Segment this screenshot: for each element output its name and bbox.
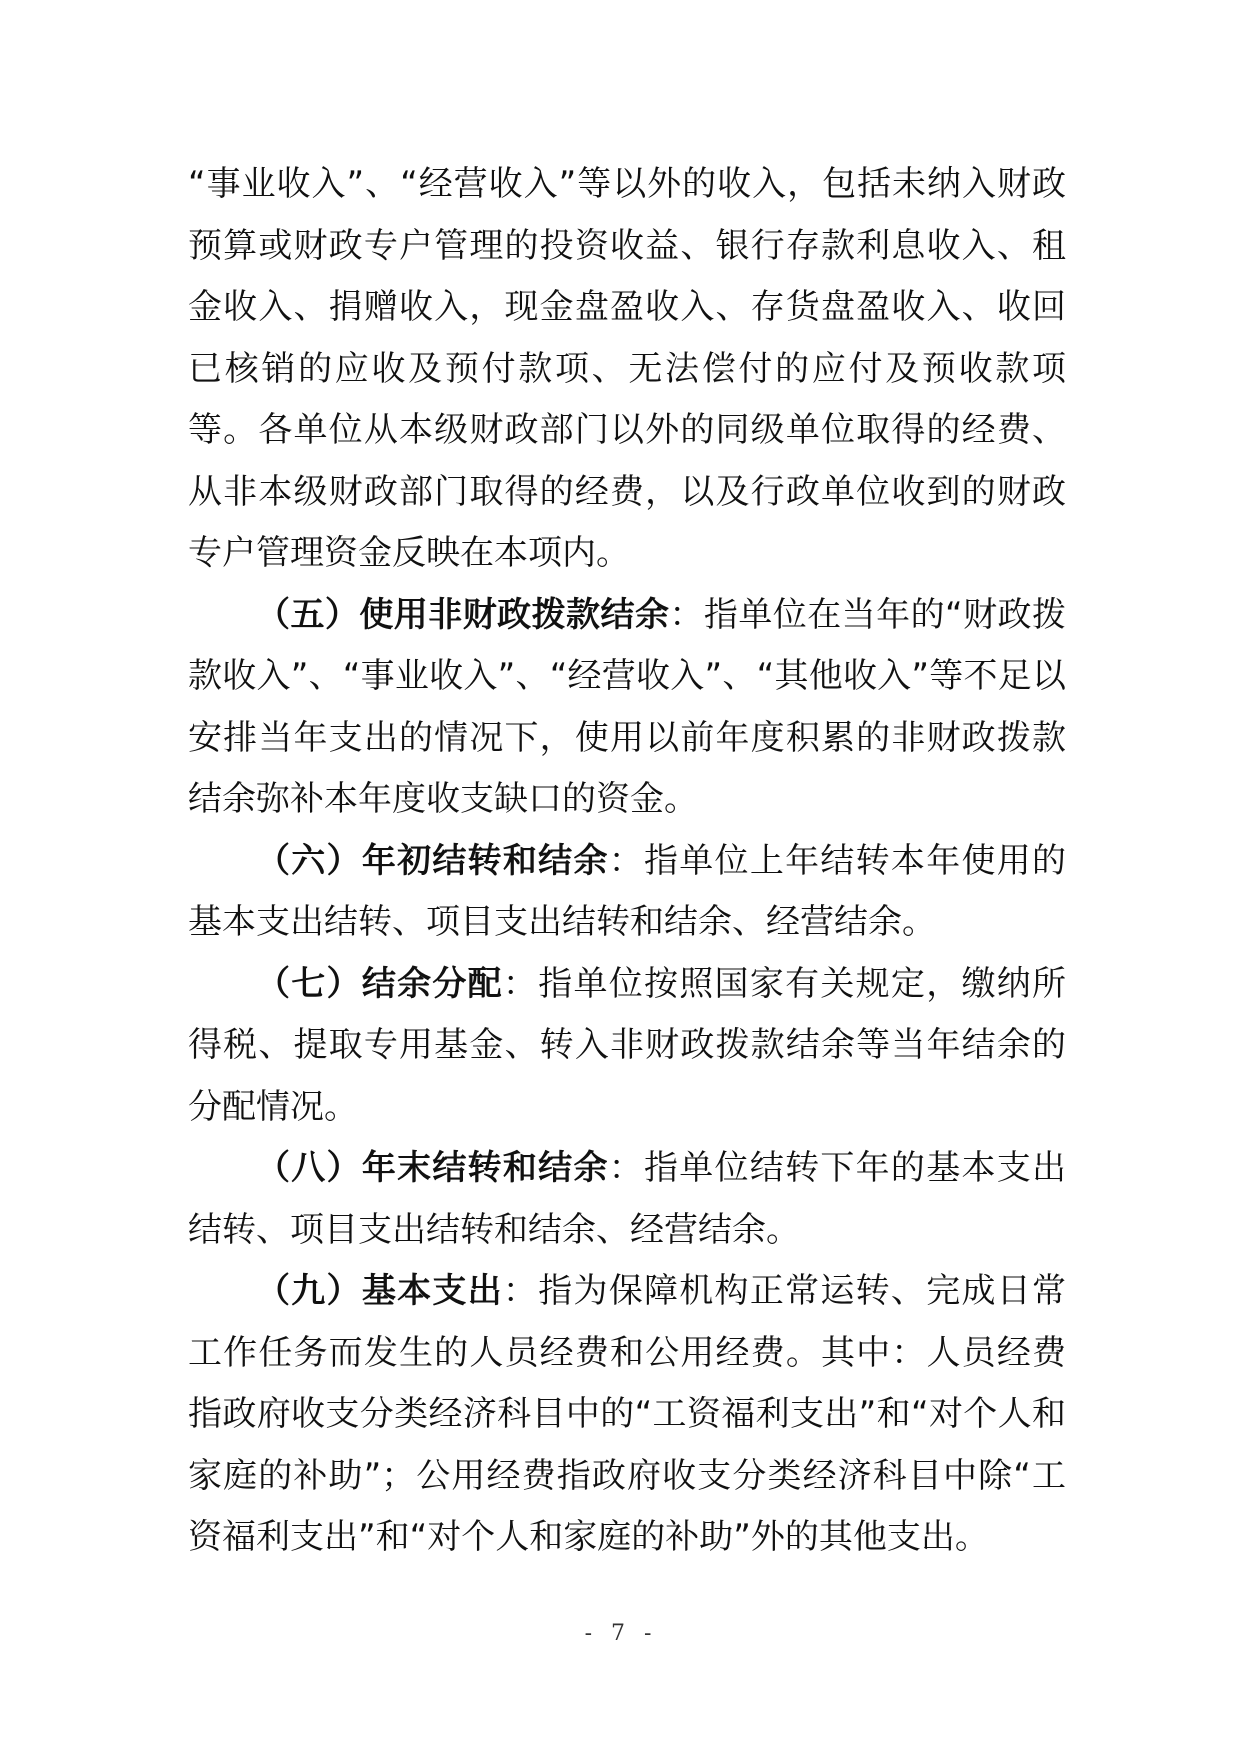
page-number: - 7 - [584,1621,658,1646]
paragraph-text: ：指单位在当年的“财政拨款收入”、“事业收入”、“经营收入”、“其他收入”等不足以安排当年支出的情况下，使用以前年度积累的非财政拨款结余弥补本年度收支缺口的资金。 [188,594,1066,819]
section-heading: （六）年初结转和结余 [256,840,609,881]
section-heading: （五）使用非财政拨款结余 [256,594,670,635]
paragraph-basic-expenditure [188,1261,1066,1569]
paragraph-other-income-continued [188,154,1066,585]
document-body [188,154,1066,1569]
paragraph-text: ：指单位结转下年的基本支出结转、项目支出结转和结余、经营结余。 [188,1148,1067,1250]
paragraph-non-fiscal-surplus-use [188,585,1066,831]
paragraph-surplus-distribution [188,954,1066,1139]
paragraph-text: ：指单位按照国家有关规定，缴纳所得税、提取专用基金、转入非财政拨款结余等当年结余的分配情况。 [188,963,1067,1127]
paragraph-beginning-balance [188,831,1066,954]
section-heading: （八）年末结转和结余 [256,1148,609,1188]
section-heading: （七）结余分配 [256,963,503,1004]
paragraph-text: ：指为保障机构正常运转、完成日常工作任务而发生的人员经费和公用经费。其中：人员经费指政府收支分类经济科目中的“工资福利支出”和“对个人和家庭的补助”；公用经费指政府收支分类经济科目中除“工资福利支出”和“对个人和家庭的补助”外的其他支出。 [188,1271,1067,1557]
paragraph-text: ：指单位上年结转本年使用的基本支出结转、项目支出结转和结余、经营结余。 [188,840,1067,942]
paragraph-year-end-balance [188,1138,1066,1261]
paragraph-text: “事业收入”、“经营收入”等以外的收入，包括未纳入财政预算或财政专户管理的投资收益、银行存款利息收入、租金收入、捐赠收入，现金盘盈收入、存货盘盈收入、收回已核销的应收及预付款项、无法偿付的应付及预收款项等。各单位从本级财政部门以外的同级单位取得的经费、从非本级财政部门取得的经费，以及行政单位收到的财政专户管理资金反映在本项内。 [188,164,1066,573]
section-heading: （九）基本支出 [256,1271,503,1311]
